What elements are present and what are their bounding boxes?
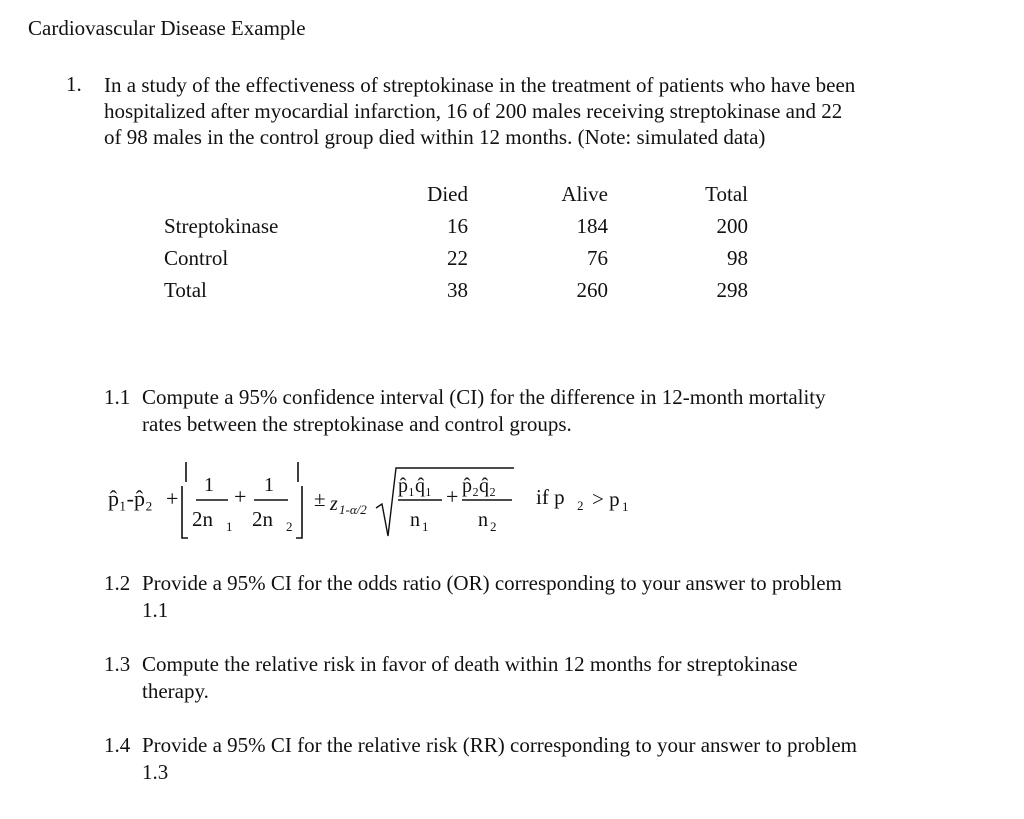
subquestion-number: 1.1: [104, 385, 131, 409]
question-line: In a study of the effectiveness of streptokinase in the treatment of patients who have been: [104, 73, 856, 97]
table-header-alive: Alive: [561, 181, 608, 206]
formula-2n1: 2n: [192, 507, 213, 531]
formula-p2q2: p̂₂q̂₂: [462, 475, 496, 497]
subquestion-number: 1.3: [104, 652, 131, 676]
subquestion-1-4: [104, 732, 984, 792]
table-header-total: Total: [705, 181, 748, 206]
formula-plus-minus: ±: [314, 487, 326, 511]
subquestion-line: 1.3: [142, 760, 169, 784]
formula-sub-1: 1: [422, 519, 429, 534]
table-cell: 298: [716, 277, 748, 302]
subquestion-1-1: [104, 384, 984, 444]
table-header-row: [158, 178, 748, 210]
right-bracket: [296, 462, 302, 538]
formula-sub-1: 1: [622, 499, 629, 514]
subquestion-text: [142, 651, 798, 705]
table-cell: 38: [447, 277, 468, 302]
formula-condition: if p: [536, 485, 565, 509]
page-title: Cardiovascular Disease Example: [28, 16, 306, 40]
formula-2n2: 2n: [252, 507, 273, 531]
formula-sub-2: 2: [577, 498, 584, 513]
table-cell: 98: [727, 245, 748, 270]
subquestion-line: Provide a 95% CI for the odds ratio (OR) corresponding to your answer to problem: [142, 571, 842, 595]
formula-n: n: [410, 509, 420, 531]
formula-plus: +: [234, 484, 247, 509]
subquestion-number: 1.2: [104, 571, 131, 595]
row-label: Total: [164, 277, 207, 302]
question-line: of 98 males in the control group died within 12 months. (Note: simulated data): [104, 125, 766, 149]
table-cell: 22: [447, 245, 468, 270]
table-cell: 260: [576, 277, 608, 302]
subquestion-1-2: [104, 570, 984, 630]
ci-formula: [108, 458, 668, 548]
subquestion-line: rates between the streptokinase and control groups.: [142, 412, 572, 436]
formula-z: z: [330, 493, 338, 515]
formula-sub-1: 1: [226, 519, 233, 534]
formula-sub-2: 2: [490, 519, 497, 534]
table-cell: 16: [447, 213, 468, 238]
table-row: [158, 274, 748, 306]
table-header-died: Died: [427, 181, 468, 206]
formula-greater-than: > p: [592, 487, 620, 511]
subquestion-line: therapy.: [142, 679, 209, 703]
formula-one: 1: [264, 474, 274, 496]
subquestion-1-3: [104, 651, 984, 711]
table-cell: 200: [716, 213, 748, 238]
table-cell: 76: [587, 245, 608, 270]
subquestion-text: [142, 570, 842, 624]
formula-p-difference: p̂₁-p̂₂: [108, 486, 153, 511]
subquestion-text: [142, 384, 826, 438]
formula-sub-2: 2: [286, 519, 293, 534]
row-label: Control: [164, 245, 229, 270]
formula-n: n: [478, 509, 488, 531]
subquestion-line: 1.1: [142, 598, 169, 622]
formula-z-subscript: 1-α/2: [339, 502, 367, 517]
question-line: hospitalized after myocardial infarction, 16 of 200 males receiving streptokinase and 22: [104, 99, 843, 123]
subquestion-number: 1.4: [104, 733, 131, 757]
question-text: [104, 72, 984, 150]
table-cell: 184: [576, 213, 608, 238]
question-number: 1.: [66, 72, 82, 96]
table-row: [158, 242, 748, 274]
contingency-table: [158, 178, 748, 306]
table-row: [158, 210, 748, 242]
subquestion-line: Provide a 95% CI for the relative risk (RR) corresponding to your answer to problem: [142, 733, 857, 757]
formula-plus: +: [166, 486, 179, 511]
left-bracket: [182, 462, 188, 538]
subquestion-line: Compute the relative risk in favor of death within 12 months for streptokinase: [142, 652, 798, 676]
formula-p1q1: p̂₁q̂₁: [398, 475, 432, 497]
formula-plus: +: [446, 484, 459, 509]
subquestion-text: [142, 732, 857, 786]
table-header: [158, 178, 404, 210]
formula-one: 1: [204, 474, 214, 496]
row-label: Streptokinase: [164, 213, 279, 238]
subquestion-line: Compute a 95% confidence interval (CI) for the difference in 12-month mortality: [142, 385, 826, 409]
